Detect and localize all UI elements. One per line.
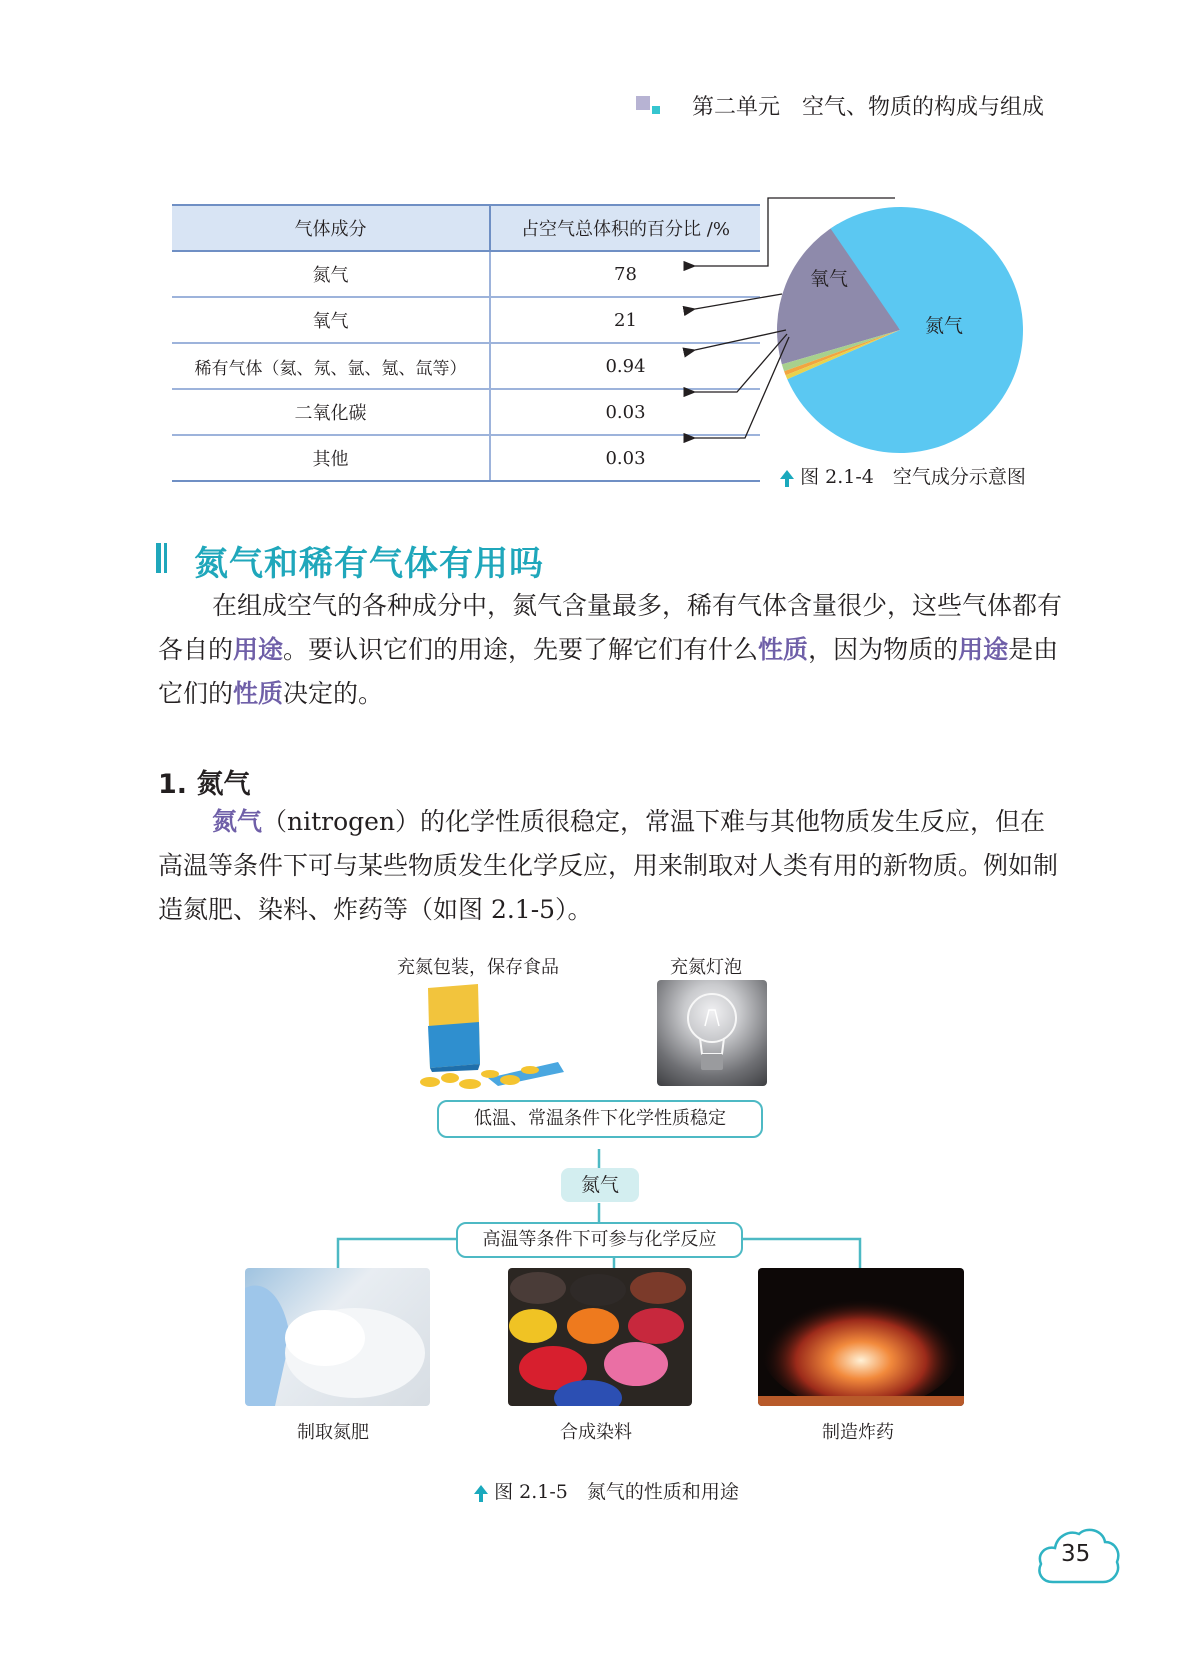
stable-property-box: 低温、常温条件下化学性质稳定 xyxy=(437,1100,763,1138)
up-arrow-icon xyxy=(780,470,794,479)
pie-label-nitrogen: 氮气 xyxy=(925,315,964,337)
column-header-percent: 占空气总体积的百分比 /% xyxy=(490,205,760,251)
chapter-title: 第二单元 空气、物质的构成与组成 xyxy=(692,95,1045,120)
subsection-paragraph xyxy=(158,800,1062,932)
page-number: 35 xyxy=(1061,1541,1091,1567)
cell-percent: 0.03 xyxy=(490,435,760,481)
section-title: 氮气和稀有气体有用吗 xyxy=(194,544,544,584)
text-segment: 是由它们的 xyxy=(158,635,1059,708)
figure-caption-nitrogen-text: 图 2.1-5 氮气的性质和用途 xyxy=(494,1481,739,1503)
cell-gas: 其他 xyxy=(172,435,490,481)
cell-percent: 0.94 xyxy=(490,343,760,389)
nitrogen-center-node: 氮气 xyxy=(561,1168,639,1202)
label-dyes: 合成染料 xyxy=(560,1422,632,1443)
leader-line-co2 xyxy=(695,334,787,392)
leader-line-rare-gases xyxy=(695,330,786,350)
label-explosives: 制造炸药 xyxy=(822,1422,894,1443)
explosive-image xyxy=(758,1268,964,1406)
figure-caption-nitrogen xyxy=(462,1455,739,1504)
text-segment: （nitrogen）的化学性质很稳定，常温下难与其他物质发生反应，但在高温等条件下可与某些物质发生化学反应，用来制取对人类有用的新物质。例如制造氮肥、染料、炸药等（如图 2.1-5）。 xyxy=(158,807,1059,924)
fertilizer-image xyxy=(245,1268,430,1406)
section-paragraph xyxy=(158,584,1062,716)
cell-gas: 稀有气体（氦、氖、氩、氪、氙等） xyxy=(172,343,490,389)
figure-caption-air xyxy=(768,440,1026,489)
keyword-usage: 用途 xyxy=(958,635,1009,664)
cell-gas: 氧气 xyxy=(172,297,490,343)
column-header-gas: 气体成分 xyxy=(172,205,490,251)
cell-percent: 78 xyxy=(490,251,760,297)
dyes-image xyxy=(508,1268,692,1406)
keyword-property: 性质 xyxy=(758,635,809,664)
pie-label-oxygen: 氧气 xyxy=(810,268,849,290)
label-nitrogen-packaging: 充氮包装，保存食品 xyxy=(397,957,559,978)
text-segment: 。要认识它们的用途，先要了解它们有什么 xyxy=(283,635,759,664)
reactive-property-box: 高温等条件下可参与化学反应 xyxy=(456,1222,743,1258)
cell-percent: 21 xyxy=(490,297,760,343)
snack-bag-image xyxy=(418,982,568,1092)
keyword-usage: 用途 xyxy=(233,635,284,664)
leader-line-other xyxy=(695,337,789,438)
text-segment: 决定的。 xyxy=(283,679,384,708)
air-pie-chart xyxy=(0,0,1203,500)
section-marker xyxy=(156,543,161,573)
cell-gas: 二氧化碳 xyxy=(172,389,490,435)
leader-line-oxygen xyxy=(695,294,782,309)
figure-caption-air-text: 图 2.1-4 空气成分示意图 xyxy=(800,466,1026,488)
label-fertilizer: 制取氮肥 xyxy=(297,1422,369,1443)
subsection-title: 1. 氮气 xyxy=(158,769,251,800)
keyword-property: 性质 xyxy=(233,679,284,708)
cell-percent: 0.03 xyxy=(490,389,760,435)
up-arrow-icon xyxy=(474,1485,488,1494)
cell-gas: 氮气 xyxy=(172,251,490,297)
text-segment: 在组成空气的各种成分中，氮气含量最多，稀有气体含量很少，这些气体都有各自的 xyxy=(158,591,1063,664)
text-segment: ，因为物质的 xyxy=(808,635,959,664)
keyword-nitrogen: 氮气 xyxy=(212,807,263,836)
section-marker-thin xyxy=(164,543,167,573)
light-bulb-image xyxy=(657,980,767,1086)
label-nitrogen-bulb: 充氮灯泡 xyxy=(670,957,742,978)
